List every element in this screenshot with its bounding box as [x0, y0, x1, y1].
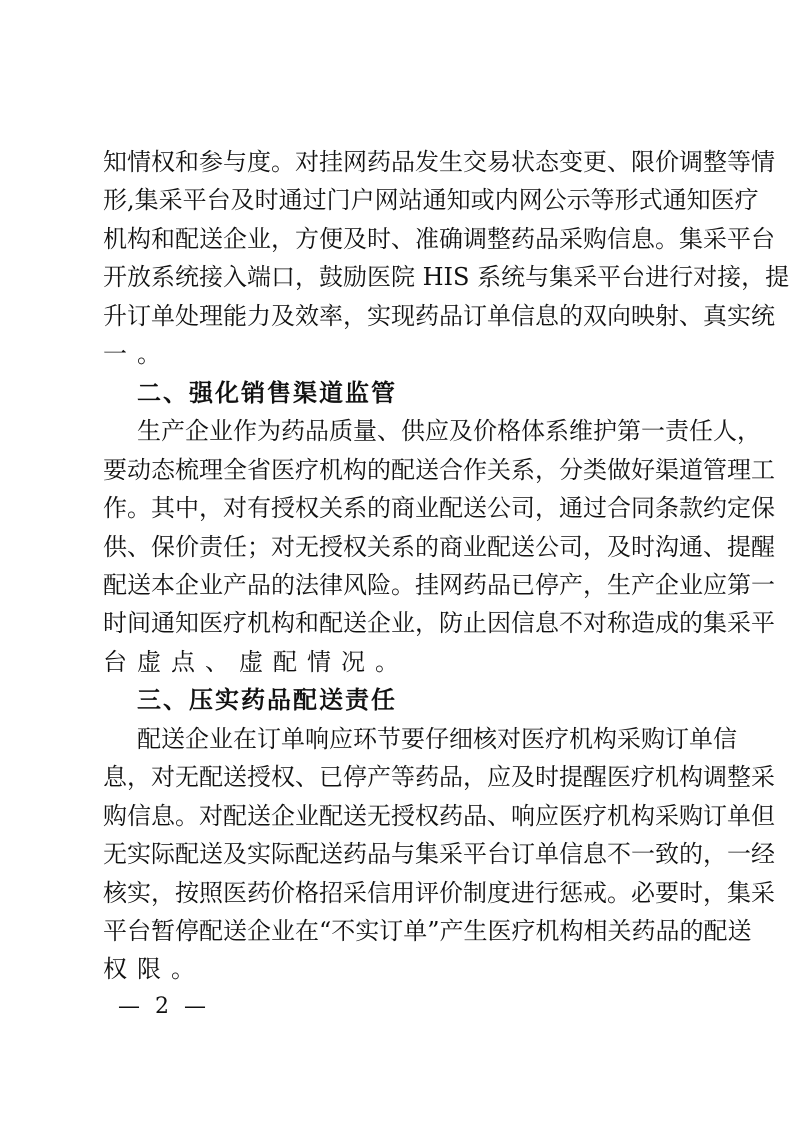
paragraph-line: 形,集采平台及时通过门户网站通知或内网公示等形式通知医疗	[103, 186, 759, 215]
paragraph-line: 作。其中，对有授权关系的商业配送公司，通过合同条款约定保	[103, 494, 775, 523]
section-heading: 三、压实药品配送责任	[137, 686, 397, 715]
paragraph-line: 升订单处理能力及效率，实现药品订单信息的双向映射、真实统	[103, 301, 775, 330]
paragraph-line: 一。	[103, 340, 171, 369]
paragraph-line: 知情权和参与度。对挂网药品发生交易状态变更、限价调整等情	[103, 148, 775, 176]
paragraph-line: 平台暂停配送企业在“不实订单”产生医疗机构相关药品的配送	[103, 917, 752, 945]
paragraph-line: 开放系统接入端口，鼓励医院 HIS 系统与集采平台进行对接，提	[103, 263, 790, 292]
paragraph-line: 购信息。对配送企业配送无授权药品、响应医疗机构采购订单但	[103, 801, 775, 830]
paragraph-line: 配送企业在订单响应环节要仔细核对医疗机构采购订单信	[137, 724, 737, 753]
section-heading: 二、强化销售渠道监管	[137, 378, 397, 407]
paragraph-line: 核实，按照医药价格招采信用评价制度进行惩戒。必要时，集采	[103, 878, 775, 907]
paragraph-line: 息，对无配送授权、已停产等药品，应及时提醒医疗机构调整采	[103, 763, 775, 792]
paragraph-line: 台虚点、虚配情况。	[103, 647, 409, 676]
page-number: — 2 —	[118, 994, 210, 1019]
paragraph-line: 时间通知医疗机构和配送企业，防止因信息不对称造成的集采平	[103, 609, 775, 638]
paragraph-line: 权限。	[103, 955, 205, 984]
paragraph-line: 无实际配送及实际配送药品与集采平台订单信息不一致的，一经	[103, 840, 775, 869]
paragraph-line: 机构和配送企业，方便及时、准确调整药品采购信息。集采平台	[103, 224, 775, 253]
paragraph-line: 要动态梳理全省医疗机构的配送合作关系，分类做好渠道管理工	[103, 455, 775, 484]
paragraph-line: 生产企业作为药品质量、供应及价格体系维护第一责任人，	[137, 417, 761, 446]
paragraph-line: 供、保价责任；对无授权关系的商业配送公司，及时沟通、提醒	[103, 532, 775, 561]
paragraph-line: 配送本企业产品的法律风险。挂网药品已停产，生产企业应第一	[103, 570, 775, 599]
